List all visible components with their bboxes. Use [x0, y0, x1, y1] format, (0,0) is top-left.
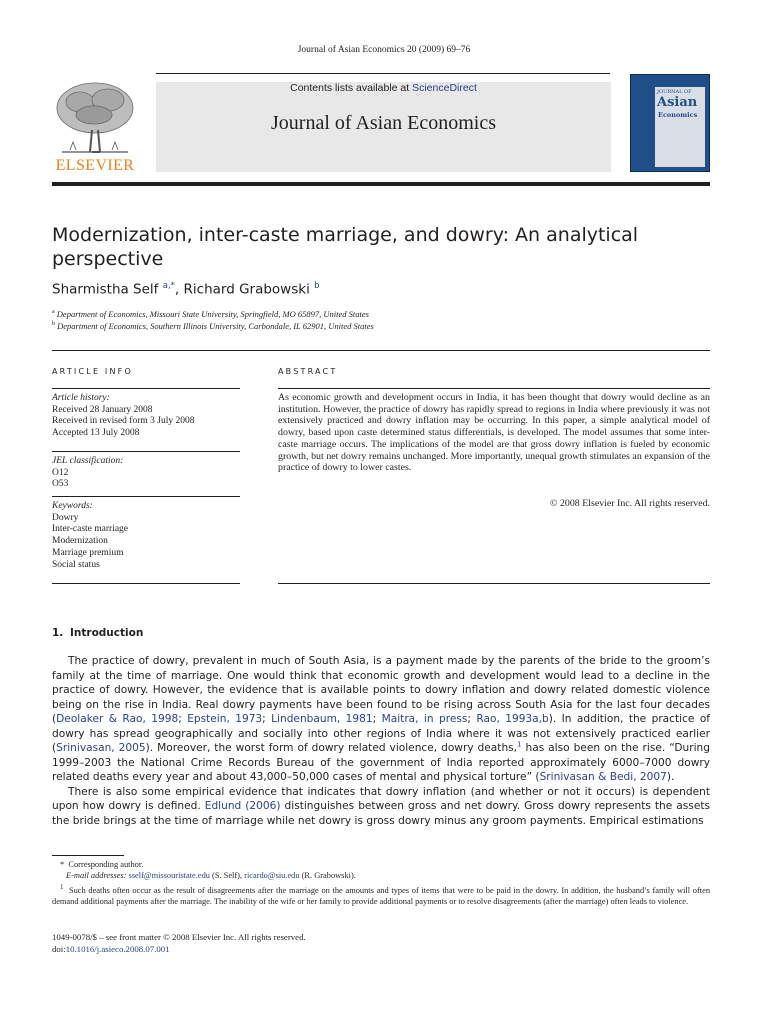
body-text: [52, 654, 710, 829]
text-run: has also been on the rise. “During 1999–2003 the National Crime Records Bureau of the government of India reported approximately 6000–7000 dowry related deaths every year and about 43,000–50,000 cases of mental and physical torture” (: [52, 742, 710, 784]
citation: Lindenbaum, 1981: [271, 713, 373, 726]
text-run: ).: [666, 771, 675, 784]
abstract-text: As economic growth and development occurs in India, it has been thought that dowry would decline as an institution. However, the practice of dowry has rapidly spread to regions in India where previously it was not extensively practiced and dowry inflation may be occurring. In this paper, a simple analytical model of dowry, based upon caste determined status differentials, is developed. The model assumes that some inter-caste marriage occurs. The implications of the model are that gross dowry inflation is fueled by economic growth, but net dowry remains unchanged. More importantly, unequal growth stimulates an expansion of the practice of dowry to lower castes.: [278, 392, 710, 474]
article-info-label: ARTICLE INFO: [52, 367, 133, 376]
info-divider: [52, 496, 240, 497]
affiliation-mark: b: [52, 321, 55, 328]
contents-prefix: Contents lists available at: [290, 82, 413, 94]
author-list: [52, 281, 320, 298]
footnote-mark: 1: [517, 740, 522, 749]
footnote-mark: *: [60, 860, 65, 869]
affiliation-text: Department of Economics, Southern Illinois University, Carbondale, IL 62901, United States: [57, 321, 374, 331]
footnote-rule: [52, 855, 124, 856]
citation: Srinivasan, 2005: [56, 742, 146, 755]
keyword: Modernization: [52, 536, 108, 547]
text-run: ;: [372, 713, 382, 726]
citation: Srinivasan & Bedi, 2007: [539, 771, 667, 784]
corresponding-author-note: [60, 860, 710, 871]
text-run: ;: [467, 713, 477, 726]
cover-line-1: JOURNAL OF: [657, 89, 692, 95]
doi-text: 10.1016/j.asieco.2008.07.001: [65, 944, 170, 954]
text-run: distinguishes between gross and net dowry. Gross dowry represents the assets the bride brings at the time of marriage while net dowry is gross dowry minus any groom payments. Empirical estimations: [52, 800, 711, 828]
abstract-copyright: © 2008 Elsevier Inc. All rights reserved.: [550, 498, 710, 509]
text-run: There is also some empirical evidence that indicates that dowry inflation (and whether or not it occurs) is dependent upon how dowry is defined.: [52, 785, 710, 813]
jel-code: O12: [52, 467, 69, 478]
history-item: Accepted 13 July 2008: [52, 428, 140, 439]
author-name: Richard Grabowski: [183, 281, 310, 298]
citation: Edlund (2006): [204, 800, 281, 813]
sciencedirect-text: ScienceDirect: [412, 82, 477, 94]
jel-heading: JEL classification:: [52, 456, 124, 466]
journal-title: Journal of Asian Economics: [271, 112, 496, 134]
history-item: Received 28 January 2008: [52, 404, 153, 415]
section-divider: [52, 350, 710, 351]
footnote-text: Corresponding author.: [68, 860, 144, 869]
keyword: Social status: [52, 559, 100, 570]
issn-line: 1049-0078/$ – see front matter © 2008 Elsevier Inc. All rights reserved.: [52, 932, 306, 942]
email-text: sself@missouristate.edu: [128, 871, 210, 880]
section-title: Introduction: [69, 627, 144, 639]
keyword: Inter-caste marriage: [52, 524, 129, 535]
masthead-thick-rule: [52, 182, 710, 186]
section-number: 1.: [52, 627, 64, 639]
cover-line-3: Economics: [658, 111, 698, 119]
article-title: Modernization, inter-caste marriage, and dowry: An analytical perspective: [52, 224, 639, 270]
info-divider: [52, 583, 240, 584]
text-run: ;: [178, 713, 188, 726]
author-separator: ,: [174, 281, 184, 298]
tree-icon: [50, 80, 140, 158]
citation: Epstein, 1973: [187, 713, 263, 726]
publisher-logo-text: ELSEVIER: [55, 157, 135, 174]
author-marks: b: [314, 281, 320, 291]
doi-label: doi:: [52, 944, 66, 954]
doi-line: [52, 944, 170, 954]
keywords: [52, 501, 240, 571]
citation: Rao, 1993a,b: [476, 713, 549, 726]
email-note: [66, 871, 710, 882]
paragraph: [52, 785, 710, 829]
text-run: ). In addition, the practice of dowry has spread geographically and socially into other regions of India where it was not extensively practiced earlier (: [52, 713, 711, 755]
email-text: ricardo@siu.edu: [244, 871, 300, 880]
cover-line-2: Asian: [657, 95, 698, 110]
affiliation-text: Department of Economics, Missouri State University, Springfield, MO 65897, United States: [56, 309, 369, 319]
affiliation: [52, 321, 374, 331]
abstract-divider: [278, 388, 710, 389]
email-owner: (R. Grabowski).: [299, 871, 356, 880]
footnote-text: Such deaths often occur as the result of disagreements after the marriage on the amounts and types of items that were to be paid in the dowry. In addition, the husband’s family will often demand additional payments after the marriage. The inability of the wife or her family to provide additional payments or to resolve disagreements (after the marriage) often leads to violence.: [52, 885, 711, 906]
footnote-1: [52, 882, 710, 907]
info-divider: [52, 451, 240, 452]
affiliation: [52, 309, 369, 319]
affiliation-mark: a: [52, 309, 55, 316]
abstract-divider: [278, 583, 710, 584]
text-run: The practice of dowry, prevalent in much of South Asia, is a payment made by the parents of the bride to the groom’s family at the time of marriage. One would think that economic growth and development would lead to a decline in the practice of dowry. However, the evidence that is available points to dowry inflation and dowry related domestic violence being on the rise in India. Real dowry payments have been found to be rising across South Asia for the last four decades (: [52, 655, 710, 726]
history-heading: Article history:: [52, 393, 110, 403]
info-divider: [52, 388, 240, 389]
citation: Deolaker & Rao, 1998: [56, 713, 179, 726]
keyword: Dowry: [52, 512, 79, 523]
footnote-mark: 1: [60, 883, 64, 891]
author-name: Sharmistha Self: [52, 281, 159, 298]
history-item: Received in revised form 3 July 2008: [52, 416, 195, 427]
email-owner: (S. Self),: [209, 871, 245, 880]
journal-reference: Journal of Asian Economics 20 (2009) 69–76: [297, 45, 471, 55]
abstract-label: ABSTRACT: [278, 367, 338, 376]
email-label: E-mail addresses:: [66, 871, 127, 880]
section-heading: [52, 627, 143, 639]
keywords-heading: Keywords:: [52, 501, 93, 511]
contents-availability-line: [156, 82, 611, 94]
keyword: Marriage premium: [52, 547, 124, 558]
text-run: ). Moreover, the worst form of dowry related violence, dowry deaths,: [145, 742, 518, 755]
journal-cover-thumbnail: [630, 74, 710, 172]
citation: Maitra, in press: [381, 713, 468, 726]
paragraph: [52, 654, 710, 785]
author-marks: a,*: [162, 281, 175, 291]
jel-classification: [52, 456, 240, 491]
jel-code: O53: [52, 479, 69, 490]
text-run: ;: [262, 713, 272, 726]
article-history: [52, 393, 240, 440]
header-rule: [156, 73, 610, 74]
